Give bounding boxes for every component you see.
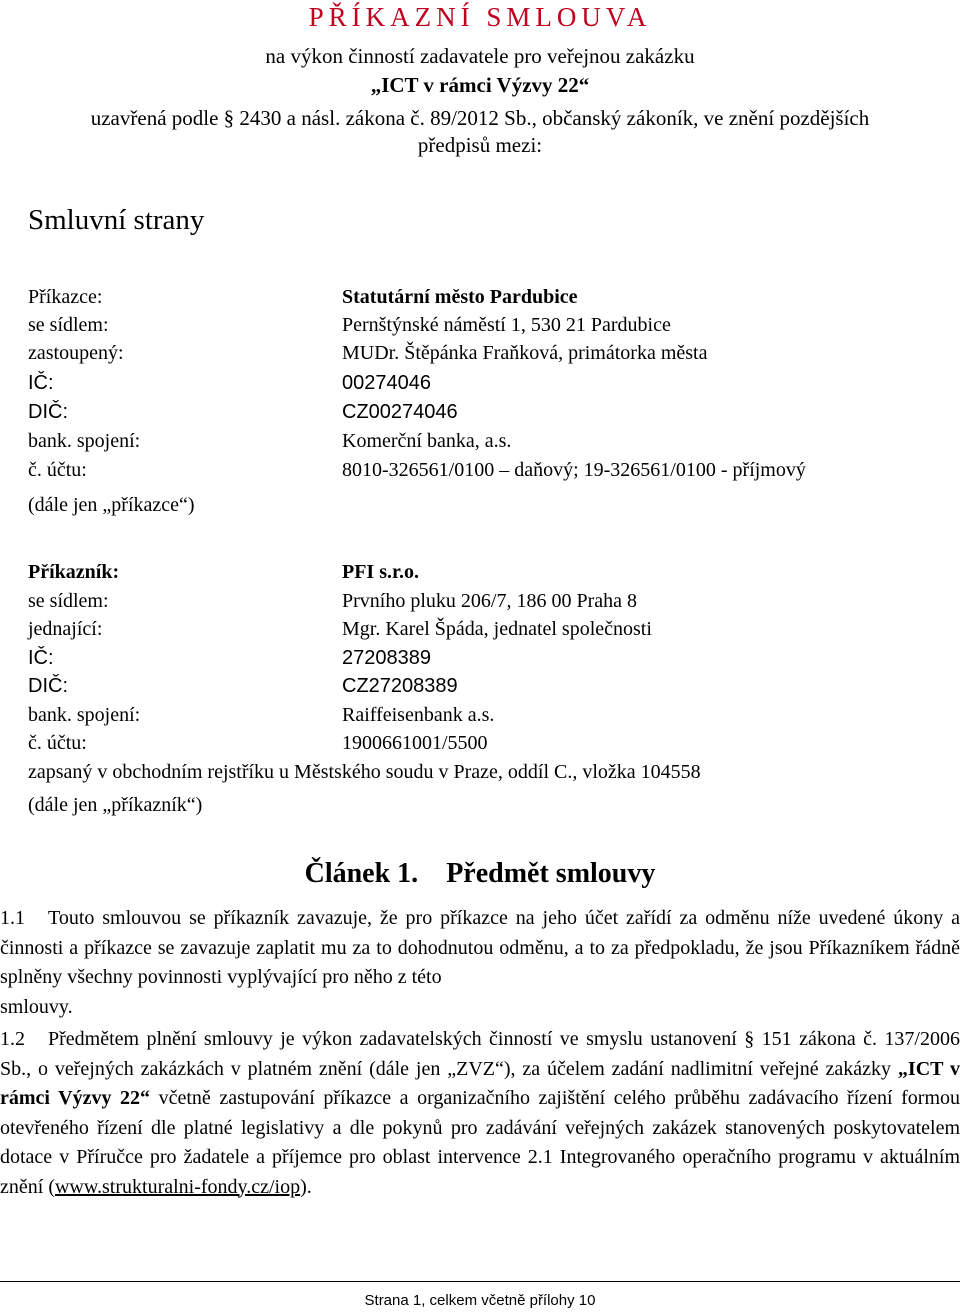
paragraph-text-a: Předmětem plnění smlouvy je výkon zadavatelských činností ve smyslu ustanovení § 151 zákona č. 137/2006 Sb., o veřejných zakázkách v platném znění (dále jen „ZVZ“), za účelem zadání nadlimitní veřejné zakázky bbox=[0, 1028, 960, 1080]
agent-seat: Prvního pluku 206/7, 186 00 Praha 8 bbox=[342, 590, 637, 612]
document-title: PŘÍKAZNÍ SMLOUVA bbox=[308, 2, 652, 32]
principal-rep: MUDr. Štěpánka Fraňková, primátorka města bbox=[342, 342, 708, 364]
principal-note: (dále jen „příkazce“) bbox=[28, 494, 195, 516]
agent-account-label: č. účtu: bbox=[28, 732, 87, 754]
principal-name: Statutární město Pardubice bbox=[342, 286, 578, 308]
principal-bank: Komerční banka, a.s. bbox=[342, 430, 512, 452]
agent-note: (dále jen „příkazník“) bbox=[28, 794, 203, 816]
agent-ic-label: IČ: bbox=[28, 647, 54, 669]
principal-ic: 00274046 bbox=[342, 372, 431, 394]
agent-label: Příkazník: bbox=[28, 561, 120, 583]
paragraph-text-end: smlouvy. bbox=[0, 995, 73, 1018]
paragraph-number: 1.2 bbox=[0, 1028, 25, 1050]
article-1-heading bbox=[0, 858, 960, 890]
contract-name-inline: „ICT v rámci Výzvy 22“ bbox=[0, 1057, 960, 1109]
subtitle-line-1: na výkon činností zadavatele pro veřejnou zakázku bbox=[265, 44, 695, 68]
agent-name: PFI s.r.o. bbox=[342, 561, 420, 583]
agent-registry: zapsaný v obchodním rejstříku u Městského soudu v Praze, oddíl C., vložka 104558 bbox=[28, 761, 701, 783]
article-number: Článek 1. bbox=[304, 858, 419, 889]
subtitle-line-3: uzavřená podle § 2430 a násl. zákona č. 89/2012 Sb., občanský zákoník, ve znění pozdějších bbox=[90, 106, 870, 130]
structural-funds-link[interactable]: www.strukturalni-fondy.cz/iop bbox=[54, 1175, 301, 1198]
page-footer: Strana 1, celkem včetně přílohy 10 bbox=[364, 1292, 596, 1309]
paragraph-text: Touto smlouvou se příkazník zavazuje, že pro příkazce na jeho účet zařídí za odměnu níže uvedené úkony a činnosti a příkazce se zavazuje zaplatit mu za to dohodnutou odměnu, a to za předpokladu, že jsou Příkazníkem řádně splněny všechny povinnosti vyplývající pro něho z této bbox=[0, 907, 960, 988]
paragraph-close: ). bbox=[300, 1175, 312, 1198]
footer-divider bbox=[0, 1281, 960, 1282]
paragraph-1-2 bbox=[0, 1025, 960, 1202]
paragraph-1-1 bbox=[0, 904, 960, 1022]
agent-rep-label: jednající: bbox=[28, 618, 103, 640]
principal-label: Příkazce: bbox=[28, 286, 103, 308]
paragraph-open-paren: ( bbox=[48, 1175, 55, 1198]
agent-rep: Mgr. Karel Špáda, jednatel společnosti bbox=[342, 618, 652, 640]
principal-ic-label: IČ: bbox=[28, 372, 54, 394]
paragraph-number: 1.1 bbox=[0, 907, 25, 929]
agent-bank: Raiffeisenbank a.s. bbox=[342, 704, 495, 726]
principal-seat-label: se sídlem: bbox=[28, 314, 109, 336]
subtitle-contract-name: „ICT v rámci Výzvy 22“ bbox=[370, 73, 590, 97]
principal-rep-label: zastoupený: bbox=[28, 342, 124, 364]
principal-account-label: č. účtu: bbox=[28, 459, 87, 481]
principal-seat: Pernštýnské náměstí 1, 530 21 Pardubice bbox=[342, 314, 671, 336]
principal-account: 8010-326561/0100 – daňový; 19-326561/0100 - příjmový bbox=[342, 459, 806, 481]
agent-account: 1900661001/5500 bbox=[342, 732, 488, 754]
agent-dic-label: DIČ: bbox=[28, 675, 68, 697]
agent-bank-label: bank. spojení: bbox=[28, 704, 141, 726]
parties-heading: Smluvní strany bbox=[28, 204, 205, 236]
agent-dic: CZ27208389 bbox=[342, 675, 458, 697]
principal-dic-label: DIČ: bbox=[28, 401, 68, 423]
agent-ic: 27208389 bbox=[342, 647, 431, 669]
agent-seat-label: se sídlem: bbox=[28, 590, 109, 612]
subtitle-line-4: předpisů mezi: bbox=[417, 133, 543, 157]
paragraph-text-b: včetně zastupování příkazce a organizačního zajištění celého průběhu zadávacího řízení formou otevřeného řízení dle platné legislativy a dle pokynů pro zadávání veřejných zakázek stanovených poskytovatelem dotace v Příručce pro žadatele a příjemce pro oblast intervence 2.1 Integrovaného operačního programu v aktuálním znění bbox=[0, 1087, 960, 1198]
principal-bank-label: bank. spojení: bbox=[28, 430, 141, 452]
principal-dic: CZ00274046 bbox=[342, 401, 458, 423]
article-title: Předmět smlouvy bbox=[446, 858, 656, 889]
